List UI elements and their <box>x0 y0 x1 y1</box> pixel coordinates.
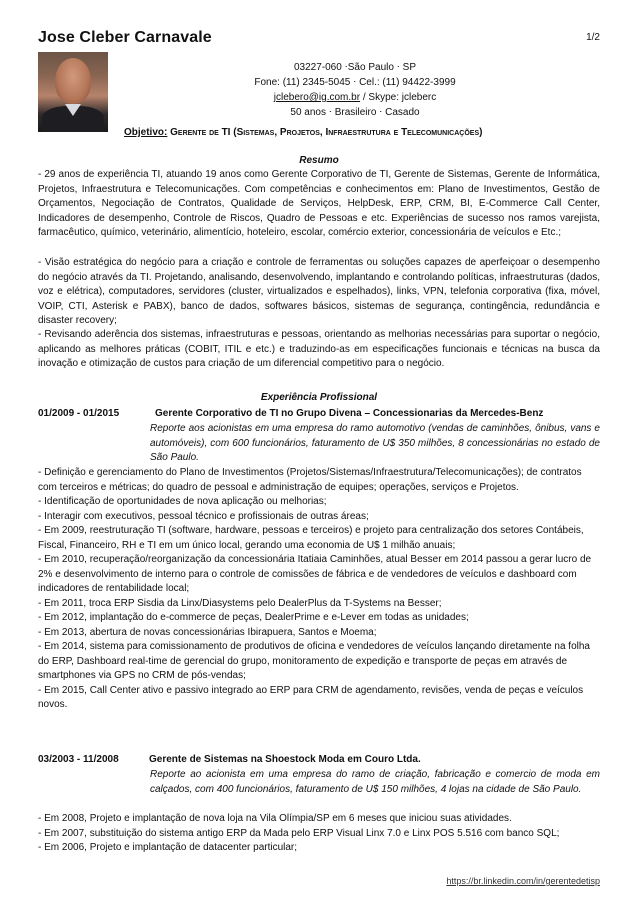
job-dates: 03/2003 - 11/2008 <box>38 754 119 765</box>
contact-block <box>110 60 600 120</box>
bullet-item: - Em 2012, implantação do e-commerce de peças, DealerPrime e e-Lever em todas as unidades; <box>38 612 469 623</box>
bullet-item: - Em 2011, troca ERP Sisdia da Linx/Diasystems pelo DealerPlus da T-Systems na Besser; <box>38 597 442 609</box>
objective-value: Gerente de TI (Sistemas, Projetos, Infraestrutura e Telecomunicações) <box>170 127 483 138</box>
bullet-item: - Em 2014, sistema para comissionamento de produtivos de oficina e vendedores de veículos lançando diretamente na folha do ERP, Dashboard real-time de gerencial do grupo, monitoramento de expedição e transporte de peças em através de smartphones via GPS no CRM de pós-vendas; <box>38 641 590 681</box>
summary-paragraph-2: - Visão estratégica do negócio para a criação e controle de ferramentas ou soluções capazes de aperfeiçoar o desempenho do negócio através da TI. Projetando, analisando, desenvolvendo, implantando e controlando políticas, infraestruturas (dados, voz e elétrica), computadores, servidores (cluster, virtualizados e espelhados), links, VPN, telefonia corporativa (fixa, móvel, VOIP, CTI, Asterisk e PABX), banco de dados, softwares básicos, sistemas de segurança, contingência, redundância e disaster recovery; <box>38 257 600 326</box>
summary-heading: Resumo <box>299 155 339 166</box>
objective <box>124 127 482 138</box>
bullet-item: - Em 2010, recuperação/reorganização da concessionária Itatiaia Caminhões, atual Besser em 2014 passou a gerar lucro de 2% e desenvolvimento de interno para o controle de comissões de fábrica e de vendedores de veículos e dashboard com indicadores de rentabilidade local; <box>38 554 592 594</box>
linkedin-link[interactable]: https://br.linkedin.com/in/gerentedetisp <box>446 876 600 886</box>
bullet-item: - Em 2008, Projeto e implantação de nova loja na Vila Olímpia/SP em 6 meses que iniciou suas atividades. <box>38 813 512 824</box>
phone-line: Fone: (11) 2345-5045 ⋅ Cel.: (11) 94422-3999 <box>254 77 456 88</box>
experience-heading: Experiência Profissional <box>260 392 378 403</box>
job-description: Reporte ao acionista em uma empresa do ramo de criação, fabricação e comercio de moda em calçados, com 400 funcionários, faturamento de U$ 150 milhões, 4 lojas na cidade de São Paulo. <box>150 769 600 795</box>
email-link[interactable]: jclebero@ig.com.br <box>273 92 361 103</box>
photo-head <box>55 58 91 104</box>
job-bullets <box>38 812 600 856</box>
job-dates: 01/2009 - 01/2015 <box>38 408 120 419</box>
summary-paragraph-3: - Revisando aderência dos sistemas, infraestruturas e pessoas, orientando as melhorias necessárias para suportar o negócio, aplicando as melhores práticas (COBIT, ITIL e etc.) e traduzindo-as em especificações funcionais e técnicas na busca da inovação e otimização de custos para criação de um diferencial competitivo para o negócio. <box>38 329 600 369</box>
bullet-item: - Identificação de oportunidades de nova aplicação ou melhorias; <box>38 496 327 507</box>
address-line: 03227-060 ⋅São Paulo ⋅ SP <box>293 62 416 73</box>
personal-info-line: 50 anos ⋅ Brasileiro ⋅ Casado <box>290 107 420 118</box>
bullet-item: - Em 2015, Call Center ativo e passivo integrado ao ERP para CRM de agendamento, revisões, venda de peças e veículos novos. <box>38 684 584 710</box>
profile-photo <box>38 52 108 132</box>
bullet-item: - Em 2013, abertura de novas concessionárias Ibirapuera, Santos e Moema; <box>38 626 377 638</box>
bullet-item: - Em 2009, reestruturação TI (software, hardware, pessoas e terceiros) e projeto para centralização dos setores Contábeis, Fiscal, Financeiro, RH e TI em um único local, gerando uma economia de U$ 1 milhão anuais; <box>38 525 584 551</box>
summary-paragraph-1: - 29 anos de experiência TI, atuando 19 anos como Gerente Corporativo de TI, Gerente de Sistemas, Gerente de Informática, Projetos, Infraestrutura e Telecomunicações. Com competências e conhecimentos em: Plano de Investimentos, Gestão de Orçamentos, Negociação de Contratos, Qualidade de Serviços, HelpDesk, ERP, CRM, BI, E-Commerce Call Center, Indicadores de desempenho, Controle de Riscos, Quadro de Pessoas e etc. Experiências de sucesso nos ramos varejista, farmacêutico, químico, veterinário, alimentício, hoteleiro, escolar, comércio exterior, concessionária de veículos e Etc.; <box>38 169 600 238</box>
email-line <box>110 90 600 105</box>
job-header <box>38 754 600 768</box>
job-bullets <box>38 466 600 713</box>
page-number: 1/2 <box>586 32 600 43</box>
bullet-item: - Em 2006, Projeto e implantação de datacenter particular; <box>38 842 298 853</box>
job-title: Gerente Corporativo de TI no Grupo Divena – Concessionarias da Mercedes-Benz <box>155 408 544 419</box>
objective-label: Objetivo: <box>124 127 168 138</box>
page-header <box>38 29 600 49</box>
bullet-item: - Definição e gerenciamento do Plano de Investimentos (Projetos/Sistemas/Infraestrutura/Telecomunicações); de contratos com terceiros e métricas; do quadro de pessoal e administração de equipes; operações, serviços e Projetos. <box>38 467 582 493</box>
candidate-name: Jose Cleber Carnavale <box>38 29 212 46</box>
job-header <box>38 408 600 422</box>
job-description: Reporte aos acionistas em uma empresa do ramo automotivo (vendas de caminhões, ônibus, vans e automóveis), com 600 funcionários, faturamento de U$ 350 milhões, 8 concessionárias no estado de São Paulo. <box>150 423 600 463</box>
bullet-item: - Interagir com executivos, pessoal técnico e profissionais de outras áreas; <box>38 510 369 522</box>
bullet-item: - Em 2007, substituição do sistema antigo ERP da Mada pelo ERP Visual Linx 7.0 e Linx POS 5.516 com banco SQL; <box>38 827 560 839</box>
job-title: Gerente de Sistemas na Shoestock Moda em Couro Ltda. <box>149 754 421 765</box>
skype-text: / Skype: jcleberc <box>360 92 437 103</box>
